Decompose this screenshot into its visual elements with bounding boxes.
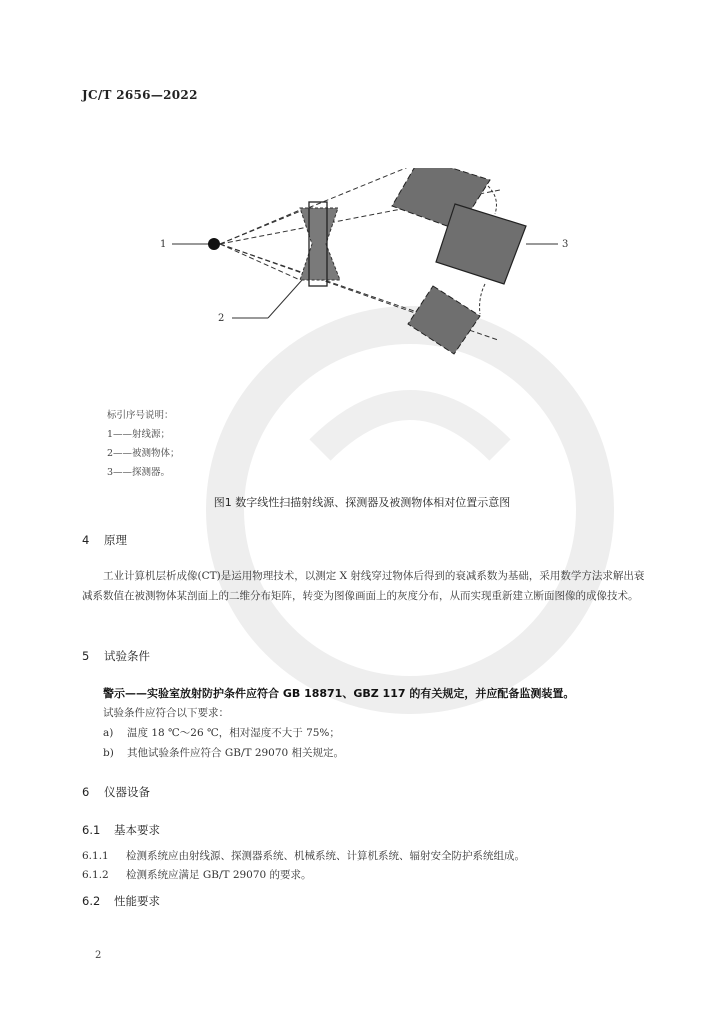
clause-number: 6.1.1 <box>82 850 109 862</box>
item-text: 温度 18 ℃～26 ℃，相对湿度不大于 75%； <box>127 727 340 739</box>
legend-item: 2——被测物体； <box>107 448 180 459</box>
section-title: 原理 <box>104 533 127 547</box>
callout-2: 2 <box>218 313 225 324</box>
subsection-6-2-heading <box>82 893 160 909</box>
condition-item <box>103 725 340 740</box>
item-label: a) <box>103 727 114 739</box>
section-6-heading <box>82 784 150 800</box>
item-label: b) <box>103 747 114 759</box>
warning-notice: 警示——实验室放射防护条件应符合 GB 18871、GBZ 117 的有关规定，并应配备监测装置。 <box>103 687 575 700</box>
legend-item: 3——探测器。 <box>107 467 171 478</box>
conditions-intro: 试验条件应符合以下要求： <box>103 707 229 719</box>
callout-1: 1 <box>160 239 167 250</box>
clause-text: 检测系统应满足 GB/T 29070 的要求。 <box>126 869 312 881</box>
clause-6-1-2 <box>82 867 312 882</box>
ray-source <box>208 238 220 250</box>
paragraph-text: 工业计算机层析成像(CT)是运用物理技术，以测定 X 射线穿过物体后得到的衰减系数为基础，采用数学方法求解出衰减系数值在被测物体某剖面上的二维分布矩阵，转变为图像画面上的灰度分布，从而实现重新建立断面图像的成像技术。 <box>82 570 645 602</box>
item-text: 其他试验条件应符合 GB/T 29070 相关规定。 <box>127 747 345 759</box>
legend-item: 1——射线源； <box>107 429 171 440</box>
subsection-6-1-heading <box>82 822 160 838</box>
section-5-heading <box>82 648 150 664</box>
section-title: 仪器设备 <box>104 785 150 799</box>
section-number: 6 <box>82 785 90 799</box>
subsection-title: 基本要求 <box>114 823 160 837</box>
clause-text: 检测系统应由射线源、探测器系统、机械系统、计算机系统、辐射安全防护系统组成。 <box>126 850 525 862</box>
section-4-paragraph <box>82 566 646 606</box>
clause-number: 6.1.2 <box>82 869 109 881</box>
figure-legend <box>107 406 180 482</box>
section-number: 5 <box>82 649 90 663</box>
standard-code: JC/T 2656—2022 <box>82 88 198 102</box>
figure-1-diagram <box>150 168 580 368</box>
figure-caption: 图1 数字线性扫描射线源、探测器及被测物体相对位置示意图 <box>213 496 511 509</box>
measured-object <box>300 202 340 286</box>
section-4-heading <box>82 532 127 548</box>
condition-item <box>103 745 344 760</box>
callout-3: 3 <box>562 239 569 250</box>
legend-title: 标引序号说明： <box>107 410 174 421</box>
subsection-number: 6.1 <box>82 823 101 837</box>
subsection-title: 性能要求 <box>114 894 160 908</box>
detector-bottom <box>408 286 480 354</box>
clause-6-1-1 <box>82 848 525 863</box>
page-number: 2 <box>95 950 102 961</box>
section-title: 试验条件 <box>104 649 150 663</box>
subsection-number: 6.2 <box>82 894 101 908</box>
section-number: 4 <box>82 533 90 547</box>
